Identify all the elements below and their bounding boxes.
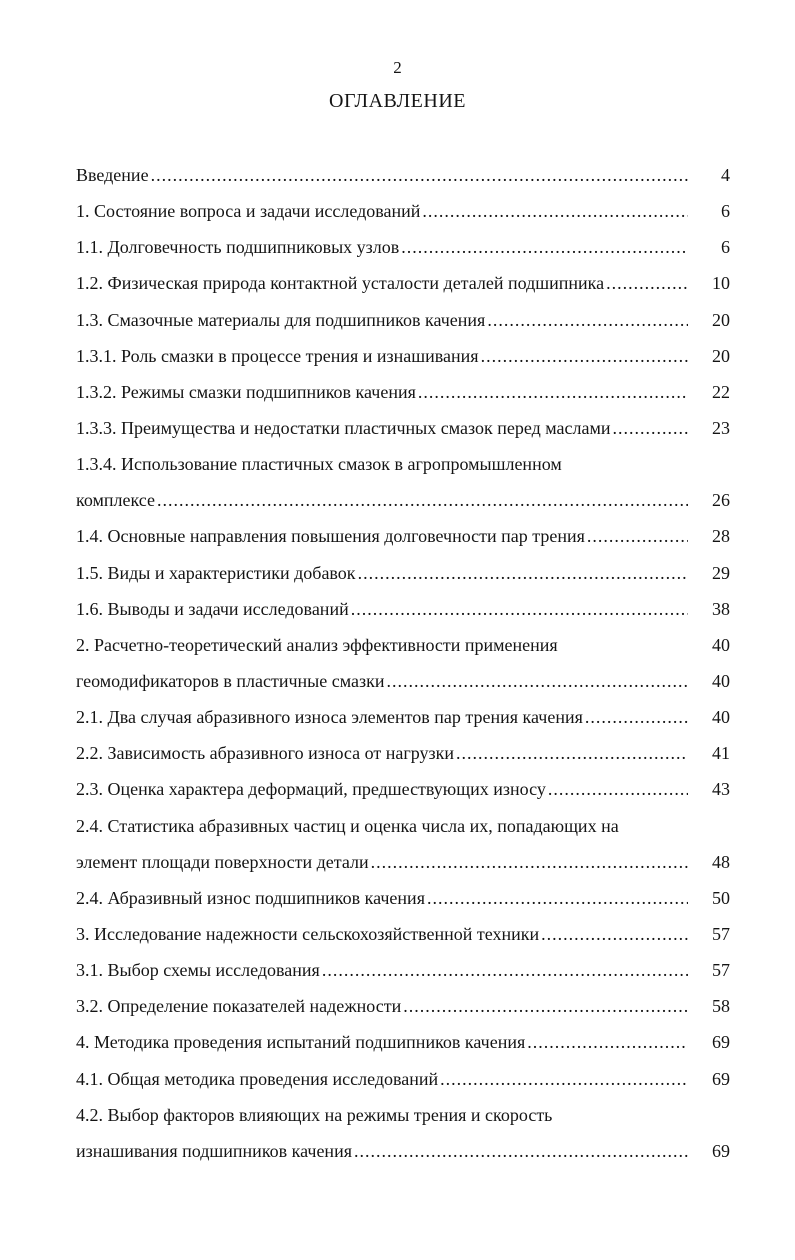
toc-entry-title: 1.5. Виды и характеристики добавок: [76, 562, 356, 583]
toc-entry-title: 2. Расчетно-теоретический анализ эффективности применения: [76, 634, 558, 655]
toc-entry-title: 2.2. Зависимость абразивного износа от нагрузки: [76, 743, 455, 764]
toc-entry-title: изнашивания подшипников качения: [76, 1140, 352, 1161]
toc-entry-page: 23: [712, 417, 730, 438]
toc-entry-page: 6: [721, 201, 730, 222]
toc-entry[interactable]: [76, 193, 730, 229]
toc-leader-dots: [541, 916, 688, 952]
toc-entry-title: 1.3. Смазочные материалы для подшипников качения: [76, 309, 486, 330]
toc-entry-title: 2.1. Два случая абразивного износа элементов пар трения качения: [76, 707, 583, 728]
toc-entry[interactable]: [76, 591, 730, 627]
toc-leader-dots: [587, 518, 688, 554]
toc-entry-title: 4.2. Выбор факторов влияющих на режимы трения и скорость: [76, 1104, 553, 1125]
toc-entry[interactable]: [76, 844, 730, 880]
toc-entry[interactable]: [76, 482, 730, 518]
toc-entry[interactable]: [76, 229, 730, 265]
toc-entry[interactable]: [76, 446, 730, 482]
toc-entry-page: 50: [712, 887, 730, 908]
toc-entry-page: 10: [712, 273, 730, 294]
toc-entry-page: 40: [712, 670, 730, 691]
toc-entry-title: геомодификаторов в пластичные смазки: [76, 670, 385, 691]
toc-entry-title: 1.3.4. Использование пластичных смазок в агропромышленном: [76, 454, 562, 475]
toc-entry[interactable]: [76, 1061, 730, 1097]
table-of-contents: [76, 157, 730, 1169]
toc-entry-title: 1.2. Физическая природа контактной усталости деталей подшипника: [76, 273, 605, 294]
toc-leader-dots: [548, 771, 688, 807]
toc-entry-title: Введение: [76, 165, 149, 185]
toc-entry-page: 41: [712, 743, 730, 764]
toc-leader-dots: [487, 302, 688, 338]
toc-entry[interactable]: [76, 1133, 730, 1169]
toc-leader-dots: [151, 157, 688, 193]
toc-entry-page: 40: [712, 707, 730, 728]
toc-entry[interactable]: [76, 880, 730, 916]
toc-entry[interactable]: [76, 338, 730, 374]
toc-entry-title: 2.3. Оценка характера деформаций, предшествующих износу: [76, 779, 546, 800]
toc-entry[interactable]: [76, 1097, 730, 1133]
toc-leader-dots: [456, 735, 688, 771]
toc-leader-dots: [371, 844, 688, 880]
toc-entry[interactable]: [76, 627, 730, 663]
toc-entry-title: 1.4. Основные направления повышения долговечности пар трения: [76, 526, 585, 547]
toc-entry-page: 6: [721, 237, 730, 258]
toc-entry[interactable]: [76, 735, 730, 771]
toc-entry[interactable]: [76, 410, 730, 446]
toc-entry-page: 26: [712, 490, 730, 511]
toc-leader-dots: [613, 410, 688, 446]
toc-entry-title: 1.3.3. Преимущества и недостатки пластичных смазок перед маслами: [76, 417, 611, 438]
toc-leader-dots: [358, 555, 688, 591]
toc-entry[interactable]: [76, 157, 730, 193]
toc-leader-dots: [481, 338, 688, 374]
toc-entry[interactable]: [76, 1024, 730, 1060]
toc-leader-dots: [403, 988, 688, 1024]
toc-entry[interactable]: [76, 555, 730, 591]
toc-entry-title: комплексе: [76, 490, 155, 511]
toc-entry-title: 4. Методика проведения испытаний подшипников качения: [76, 1032, 526, 1053]
toc-leader-dots: [351, 591, 688, 627]
toc-entry[interactable]: [76, 663, 730, 699]
toc-entry-title: 4.1. Общая методика проведения исследований: [76, 1068, 439, 1089]
toc-entry-title: 1.1. Долговечность подшипниковых узлов: [76, 237, 400, 258]
toc-leader-dots: [440, 1061, 688, 1097]
toc-entry[interactable]: [76, 916, 730, 952]
toc-entry-page: 43: [712, 779, 730, 800]
toc-entry-page: 48: [712, 851, 730, 872]
toc-entry-page: 58: [712, 996, 730, 1017]
toc-entry-page: 29: [712, 562, 730, 583]
toc-entry-title: 3.2. Определение показателей надежности: [76, 996, 402, 1017]
toc-entry-page: 38: [712, 598, 730, 619]
toc-entry[interactable]: [76, 302, 730, 338]
toc-leader-dots: [322, 952, 688, 988]
toc-entry-title: 1. Состояние вопроса и задачи исследований: [76, 201, 421, 222]
toc-leader-dots: [386, 663, 688, 699]
toc-entry[interactable]: [76, 808, 730, 844]
toc-entry-title: элемент площади поверхности детали: [76, 851, 369, 872]
page-number: 2: [393, 58, 402, 77]
toc-leader-dots: [401, 229, 688, 265]
toc-entry[interactable]: [76, 952, 730, 988]
toc-entry[interactable]: [76, 699, 730, 735]
toc-leader-dots: [157, 482, 688, 518]
toc-entry-page: 69: [712, 1068, 730, 1089]
toc-entry-title: 1.3.2. Режимы смазки подшипников качения: [76, 381, 416, 402]
toc-entry-page: 22: [712, 381, 730, 402]
toc-entry-title: 2.4. Статистика абразивных частиц и оценка числа их, попадающих на: [76, 815, 619, 836]
toc-leader-dots: [354, 1133, 688, 1169]
toc-entry-page: 28: [712, 526, 730, 547]
toc-entry[interactable]: [76, 518, 730, 554]
toc-leader-dots: [427, 880, 688, 916]
toc-entry-title: 3. Исследование надежности сельскохозяйственной техники: [76, 923, 540, 944]
toc-entry-page: 20: [712, 345, 730, 366]
toc-entry-page: 4: [721, 165, 730, 185]
page-title: ОГЛАВЛЕНИЕ: [329, 90, 466, 112]
toc-entry-page: 40: [712, 634, 730, 655]
toc-entry-title: 1.6. Выводы и задачи исследований: [76, 598, 349, 619]
toc-entry-page: 69: [712, 1032, 730, 1053]
toc-entry-title: 3.1. Выбор схемы исследования: [76, 960, 320, 981]
toc-entry-title: 2.4. Абразивный износ подшипников качения: [76, 887, 425, 908]
toc-entry-page: 20: [712, 309, 730, 330]
toc-entry-page: 57: [712, 923, 730, 944]
toc-leader-dots: [422, 193, 688, 229]
toc-leader-dots: [585, 699, 688, 735]
toc-entry[interactable]: [76, 374, 730, 410]
toc-entry[interactable]: [76, 988, 730, 1024]
toc-leader-dots: [527, 1024, 688, 1060]
toc-entry-page: 69: [712, 1140, 730, 1161]
toc-entry[interactable]: [76, 265, 730, 301]
toc-leader-dots: [606, 265, 688, 301]
toc-entry[interactable]: [76, 771, 730, 807]
toc-leader-dots: [418, 374, 688, 410]
toc-entry-page: 57: [712, 960, 730, 981]
toc-entry-title: 1.3.1. Роль смазки в процессе трения и изнашивания: [76, 345, 479, 366]
